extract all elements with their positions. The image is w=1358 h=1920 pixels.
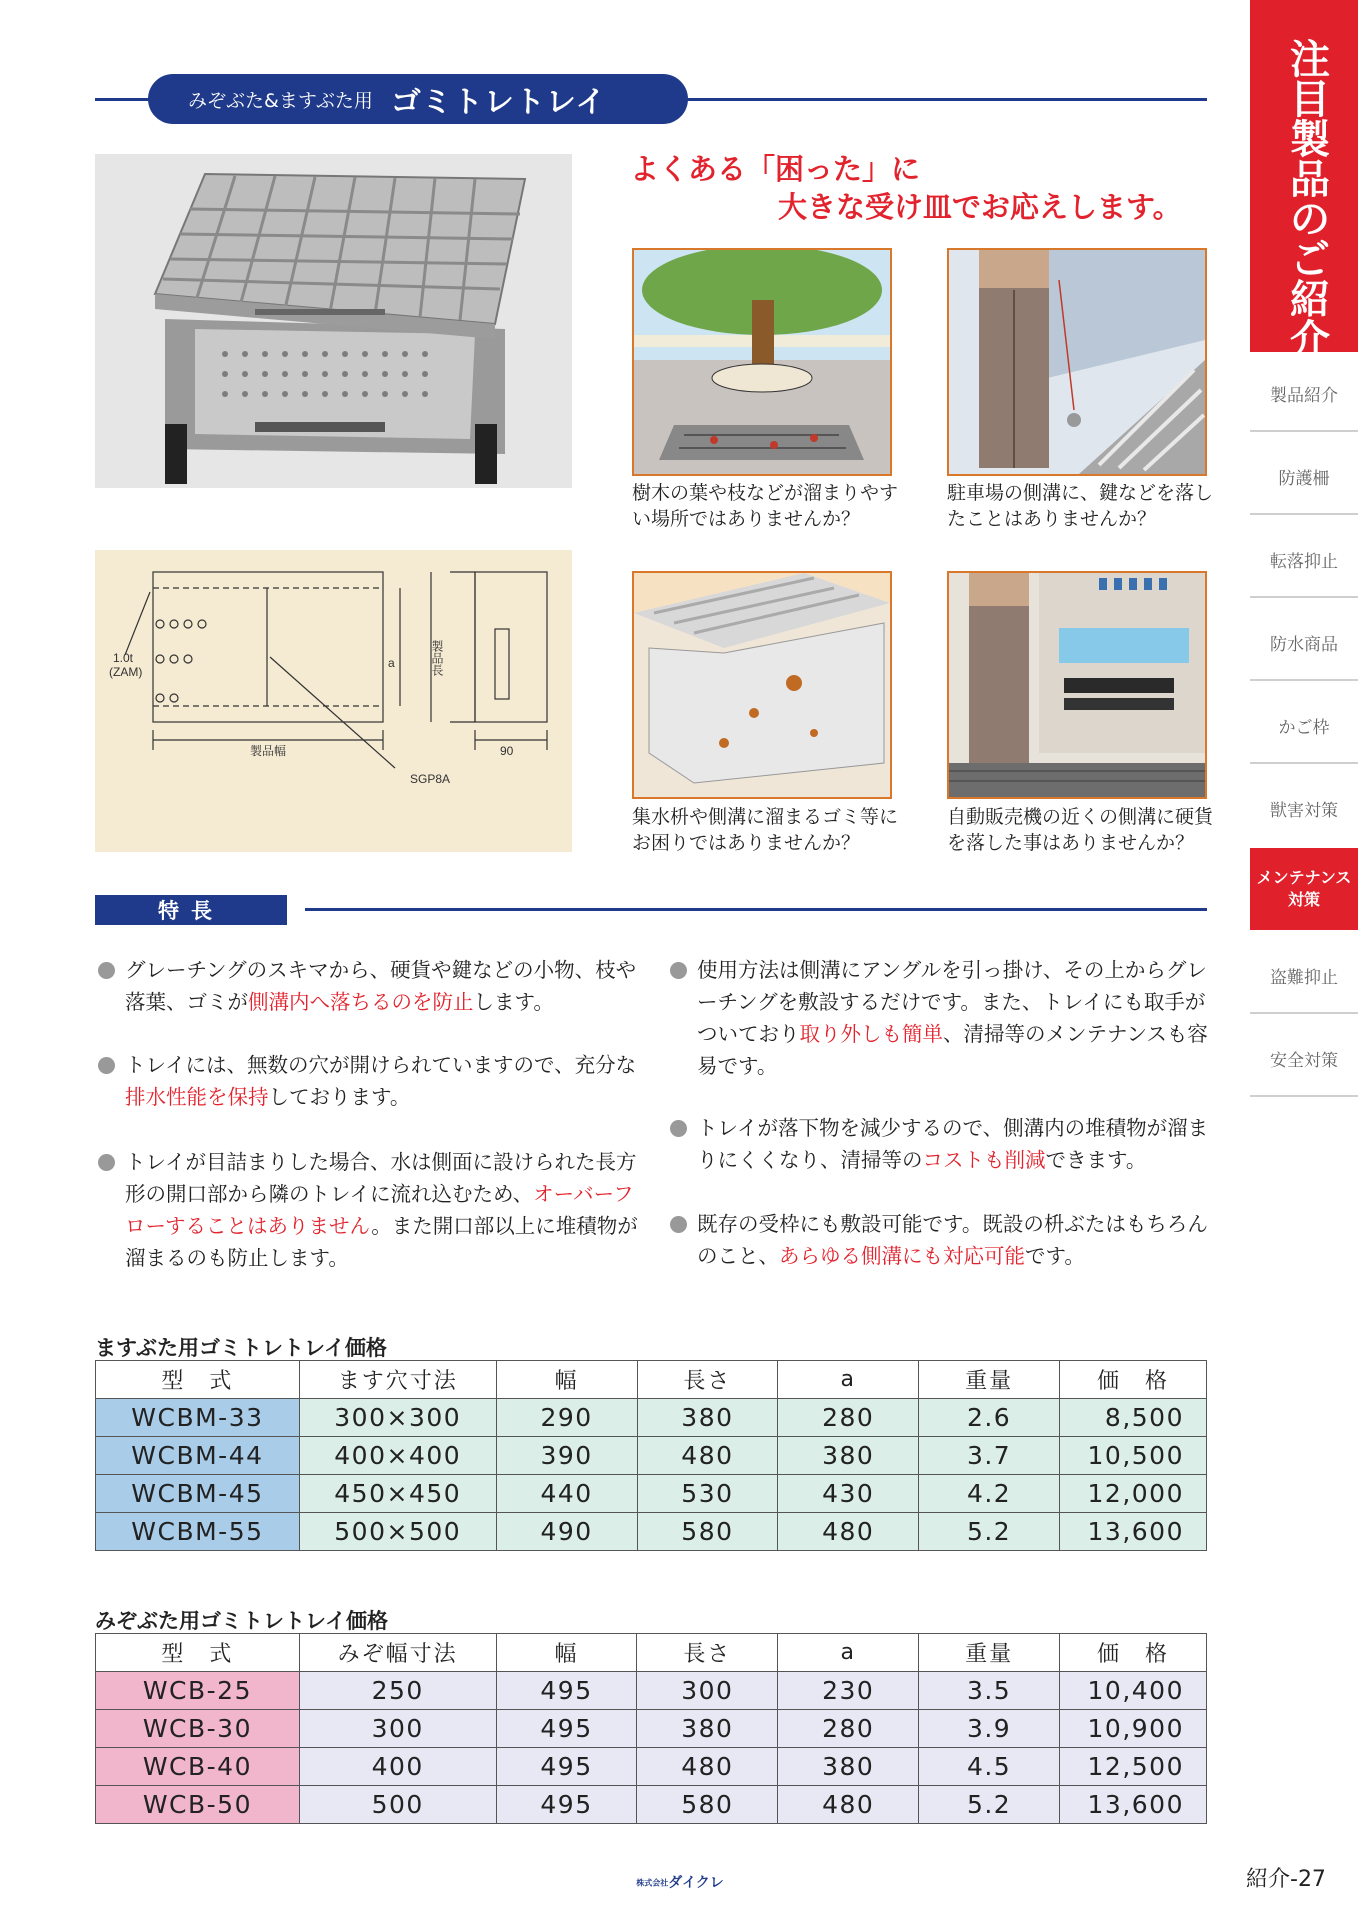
width-label: 製品幅: [250, 744, 287, 758]
page-title: [148, 74, 688, 124]
col-header: 幅: [496, 1361, 637, 1399]
headline-line1: よくある「困った」に: [630, 152, 921, 186]
col-header: 価 格: [1059, 1361, 1206, 1399]
features-heading: 特長: [95, 895, 287, 925]
table-row: WCBM-45 450×450 440 530 430 4.2 12,000: [96, 1475, 1207, 1513]
table1-title: ますぶた用ゴミトレトレイ価格: [95, 1336, 387, 1360]
feature-item: トレイには、無数の穴が開けられていますので、充分な排水性能を保持しております。: [98, 1049, 638, 1113]
model-cell: WCB-40: [96, 1748, 300, 1786]
col-header: みぞ幅寸法: [299, 1634, 496, 1672]
bullet-icon: [98, 1057, 115, 1074]
table-row: WCBM-33 300×300 290 380 280 2.6 8,500: [96, 1399, 1207, 1437]
dim-90-label: 90: [500, 744, 514, 758]
headline: [630, 150, 1230, 226]
feature-item: グレーチングのスキマから、硬貨や鍵などの小物、枝や落葉、ゴミが側溝内へ落ちるのを防止します。: [98, 954, 638, 1018]
sidebar-divider: [1250, 430, 1358, 432]
col-header: a: [778, 1634, 919, 1672]
case-caption-tree: 樹木の葉や枝などが溜まりやすい場所ではありませんか？: [632, 482, 899, 530]
sidebar-active-line1: メンテナンス: [1256, 868, 1352, 887]
case-illustration-tree: [632, 248, 892, 476]
col-header: 重量: [919, 1634, 1060, 1672]
page-subtitle: みぞぶた&ますぶた用: [188, 89, 373, 112]
model-cell: WCB-50: [96, 1786, 300, 1824]
model-cell: WCBM-44: [96, 1437, 300, 1475]
col-header: a: [778, 1361, 919, 1399]
material-label: (ZAM): [109, 665, 143, 679]
price-table-masubuta: [95, 1360, 1207, 1551]
a-label: a: [388, 656, 395, 670]
model-cell: WCB-30: [96, 1710, 300, 1748]
table-header-row: [96, 1634, 1207, 1672]
company-prefix: 株式会社: [636, 1878, 669, 1888]
sidebar-title: 注目製品のご紹介: [1290, 37, 1330, 363]
sidebar-title-block: [1250, 0, 1358, 363]
model-cell: WCBM-33: [96, 1399, 300, 1437]
company-name: ダイクレ: [668, 1875, 724, 1891]
col-header: 幅: [496, 1634, 637, 1672]
table-header-row: [96, 1361, 1207, 1399]
page-title-text: ゴミトレトレイ: [390, 85, 607, 120]
sidebar-item-maintenance[interactable]: [1250, 848, 1358, 930]
feature-item: 既存の受枠にも敷設可能です。既設の枡ぶたはもちろんのこと、あらゆる側溝にも対応可能です。: [670, 1208, 1215, 1272]
table-row: WCB-50 500 495 580 480 5.2 13,600: [96, 1786, 1207, 1824]
price-table-mizobuta: [95, 1633, 1207, 1824]
pipe-label: SGP8A: [410, 772, 451, 786]
feature-item: トレイが落下物を減少するので、側溝内の堆積物が溜まりにくくなり、清掃等のコストも削減できます。: [670, 1112, 1215, 1176]
bullet-icon: [670, 1216, 687, 1233]
page-number: 紹介-27: [1246, 1867, 1326, 1892]
model-cell: WCB-25: [96, 1672, 300, 1710]
col-header: 価 格: [1060, 1634, 1207, 1672]
sidebar-item-gabion[interactable]: かご枠: [1278, 718, 1330, 738]
sidebar-item-anti-theft[interactable]: 盗難抑止: [1270, 968, 1338, 988]
case-caption-parking: 駐車場の側溝に、鍵などを落したことはありませんか？: [947, 482, 1214, 530]
features-rule: [305, 908, 1207, 911]
thickness-label: 1.0t: [113, 651, 134, 665]
sidebar-divider: [1250, 1012, 1358, 1014]
feature-item: トレイが目詰まりした場合、水は側面に設けられた長方形の開口部から隣のトレイに流れ込むため、オーバーフローすることはありません。また開口部以上に堆積物が溜まるのも防止します。: [98, 1146, 638, 1274]
table-row: WCBM-55 500×500 490 580 480 5.2 13,600: [96, 1513, 1207, 1551]
col-header: 長さ: [637, 1361, 778, 1399]
sidebar-divider: [1250, 762, 1358, 764]
col-header: ます穴寸法: [299, 1361, 496, 1399]
col-header: 長さ: [637, 1634, 778, 1672]
col-header: 型 式: [96, 1361, 300, 1399]
model-cell: WCBM-45: [96, 1475, 300, 1513]
col-header: 重量: [919, 1361, 1060, 1399]
sidebar-item-guard-fence[interactable]: 防護柵: [1278, 469, 1330, 489]
case-caption-catch-basin: 集水枡や側溝に溜まるゴミ等にお困りではありませんか？: [632, 806, 899, 854]
bullet-icon: [98, 962, 115, 979]
headline-line2: 大きな受け皿でお応えします。: [778, 190, 1182, 224]
sidebar-divider: [1250, 513, 1358, 515]
col-header: 型 式: [96, 1634, 300, 1672]
case-caption-vending-machine: 自動販売機の近くの側溝に硬貨を落した事はありませんか？: [947, 806, 1214, 854]
sidebar-item-safety[interactable]: 安全対策: [1270, 1051, 1338, 1071]
sidebar-item-fall-prevention[interactable]: 転落抑止: [1270, 552, 1338, 572]
sidebar-divider: [1250, 1095, 1358, 1097]
dimension-diagram: [95, 550, 572, 852]
case-illustration-parking: [947, 248, 1207, 476]
sidebar-divider: [1250, 596, 1358, 598]
table-row: WCB-40 400 495 480 380 4.5 12,500: [96, 1748, 1207, 1786]
sidebar-divider: [1250, 679, 1358, 681]
company-logo: [615, 1872, 745, 1892]
length-label: 製品長: [430, 640, 444, 676]
sidebar-active-line2: 対策: [1287, 890, 1320, 909]
sidebar-item-waterproof[interactable]: 防水商品: [1270, 635, 1338, 655]
table-row: WCB-25 250 495 300 230 3.5 10,400: [96, 1672, 1207, 1710]
case-illustration-catch-basin: [632, 571, 892, 799]
table-row: WCB-30 300 495 380 280 3.9 10,900: [96, 1710, 1207, 1748]
table2-title: みぞぶた用ゴミトレトレイ価格: [95, 1609, 388, 1633]
case-illustration-vending-machine: [947, 571, 1207, 799]
bullet-icon: [98, 1154, 115, 1171]
feature-item: 使用方法は側溝にアングルを引っ掛け、その上からグレーチングを敷設するだけです。また、トレイにも取手がついており取り外しも簡単、清掃等のメンテナンスも容易です。: [670, 954, 1215, 1082]
sidebar-item-wildlife[interactable]: 獣害対策: [1270, 801, 1338, 821]
product-photo: [95, 154, 572, 488]
model-cell: WCBM-55: [96, 1513, 300, 1551]
table-row: WCBM-44 400×400 390 480 380 3.7 10,500: [96, 1437, 1207, 1475]
bullet-icon: [670, 962, 687, 979]
sidebar-item-products[interactable]: 製品紹介: [1270, 386, 1338, 406]
bullet-icon: [670, 1120, 687, 1137]
